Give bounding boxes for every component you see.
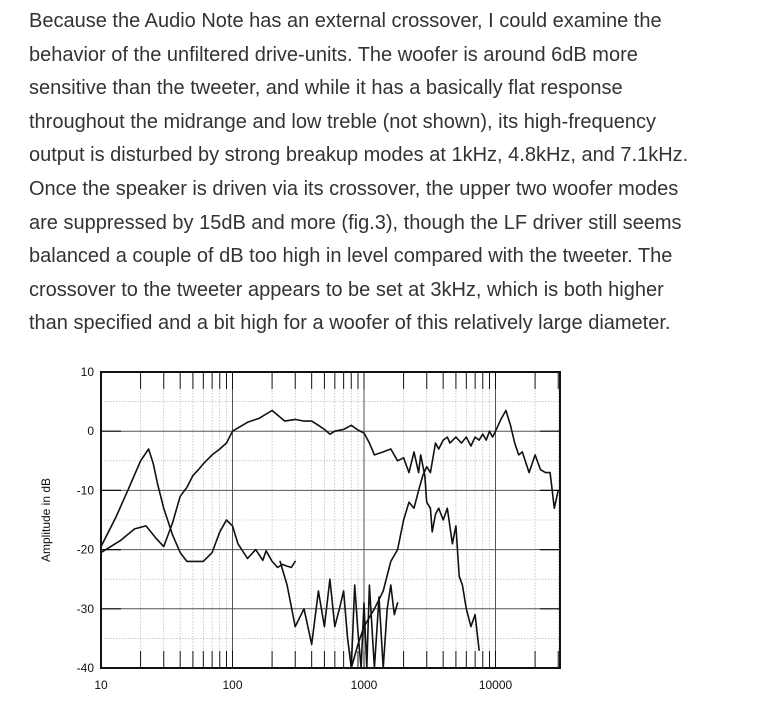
chart-ticks <box>77 365 560 692</box>
paragraph-line: Because the Audio Note has an external crossover, I could examine the <box>29 10 662 32</box>
y-tick-label: -30 <box>76 601 94 616</box>
paragraph-line: throughout the midrange and low treble (not shown), its high-frequency <box>29 110 657 133</box>
frequency-response-figure <box>0 355 765 706</box>
frequency-response-chart <box>0 355 765 706</box>
response-curve-4 <box>351 411 558 669</box>
paragraph-line: crossover to the tweeter appears to be set at 3kHz, which is both higher <box>29 278 664 301</box>
paragraph-line: than specified and a bit high for a woofer of this relatively large diameter. <box>29 312 671 335</box>
article-paragraph <box>29 5 759 341</box>
paragraph-line: balanced a couple of dB too high in level compared with the tweeter. The <box>29 245 673 268</box>
y-tick-label: 0 <box>87 424 94 439</box>
x-tick-label: 10000 <box>478 678 513 692</box>
chart-series <box>101 411 558 669</box>
paragraph-line: Once the speaker is driven via its crossover, the upper two woofer modes <box>29 177 679 200</box>
response-curve-3 <box>101 411 479 651</box>
y-tick-label: -10 <box>76 483 94 498</box>
x-tick-label: 10 <box>94 678 108 692</box>
paragraph-line: sensitive than the tweeter, and while it has a basically flat response <box>29 77 623 100</box>
x-tick-label: 1000 <box>350 678 378 692</box>
chart-grid <box>101 372 560 668</box>
y-tick-label: -40 <box>76 661 94 675</box>
y-tick-label: -20 <box>76 542 94 557</box>
response-curve-2 <box>280 561 398 668</box>
x-tick-label: 100 <box>222 678 243 692</box>
y-tick-label: 10 <box>80 365 94 379</box>
paragraph-line: output is disturbed by strong breakup modes at 1kHz, 4.8kHz, and 7.1kHz. <box>29 144 689 167</box>
y-axis-label: Amplitude in dB <box>39 477 53 563</box>
paragraph-line: behavior of the unfiltered drive-units. The woofer is around 6dB more <box>29 43 638 66</box>
paragraph-line: are suppressed by 15dB and more (fig.3), though the LF driver still seems <box>29 211 682 234</box>
